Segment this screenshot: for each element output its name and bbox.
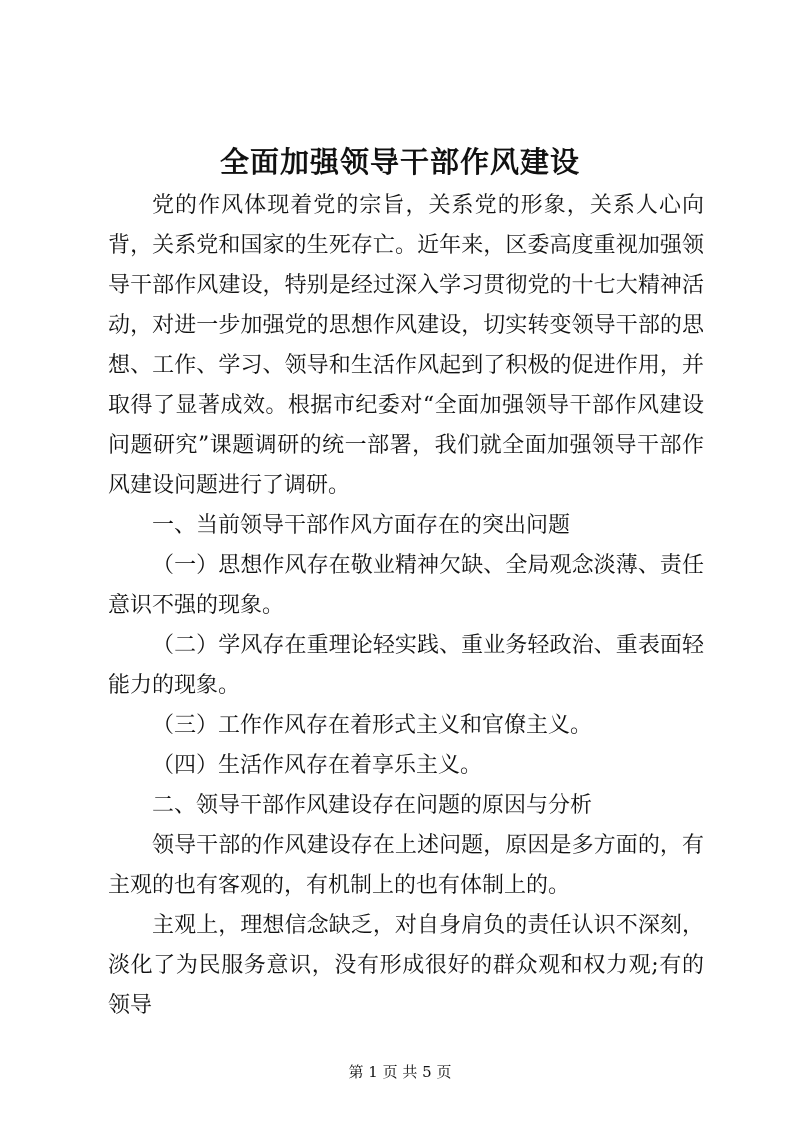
- subsection-3: （三）工作作风存在着形式主义和官僚主义。: [152, 713, 593, 738]
- paragraph-subjective: 主观上，理想信念缺乏，对自身肩负的责任认识不深刻，淡化了为民服务意识，没有形成很好的群众观和权力观;有的领导: [108, 913, 704, 1018]
- subsection-4: （四）生活作风存在着享乐主义。: [152, 753, 483, 778]
- page-footer: 第 1 页 共 5 页: [348, 1063, 452, 1081]
- paragraph-cause: 领导干部的作风建设存在上述问题，原因是多方面的，有主观的也有客观的，有机制上的也有体制上的。: [108, 833, 704, 898]
- document-title: 全面加强领导干部作风建设: [219, 145, 580, 179]
- subsection-2: （二）学风存在重理论轻实践、重业务轻政治、重表面轻能力的现象。: [108, 633, 704, 698]
- paragraph-intro: 党的作风体现着党的宗旨，关系党的形象，关系人心向背，关系党和国家的生死存亡。近年来，区委高度重视加强领导干部作风建设，特别是经过深入学习贯彻党的十七大精神活动，对进一步加强党的思想作风建设，切实转变领导干部的思想、工作、学习、领导和生活作风起到了积极的促进作用，并取得了显著成效。根据市纪委对“全面加强领导干部作风建设问题研究”课题调研的统一部署，我们就全面加强领导干部作风建设问题进行了调研。: [108, 193, 704, 498]
- document-body: [108, 186, 704, 1026]
- section-heading-1: 一、当前领导干部作风方面存在的突出问题: [152, 513, 571, 538]
- section-heading-2: 二、领导干部作风建设存在问题的原因与分析: [152, 793, 593, 818]
- subsection-1: （一）思想作风存在敬业精神欠缺、全局观念淡薄、责任意识不强的现象。: [108, 553, 704, 618]
